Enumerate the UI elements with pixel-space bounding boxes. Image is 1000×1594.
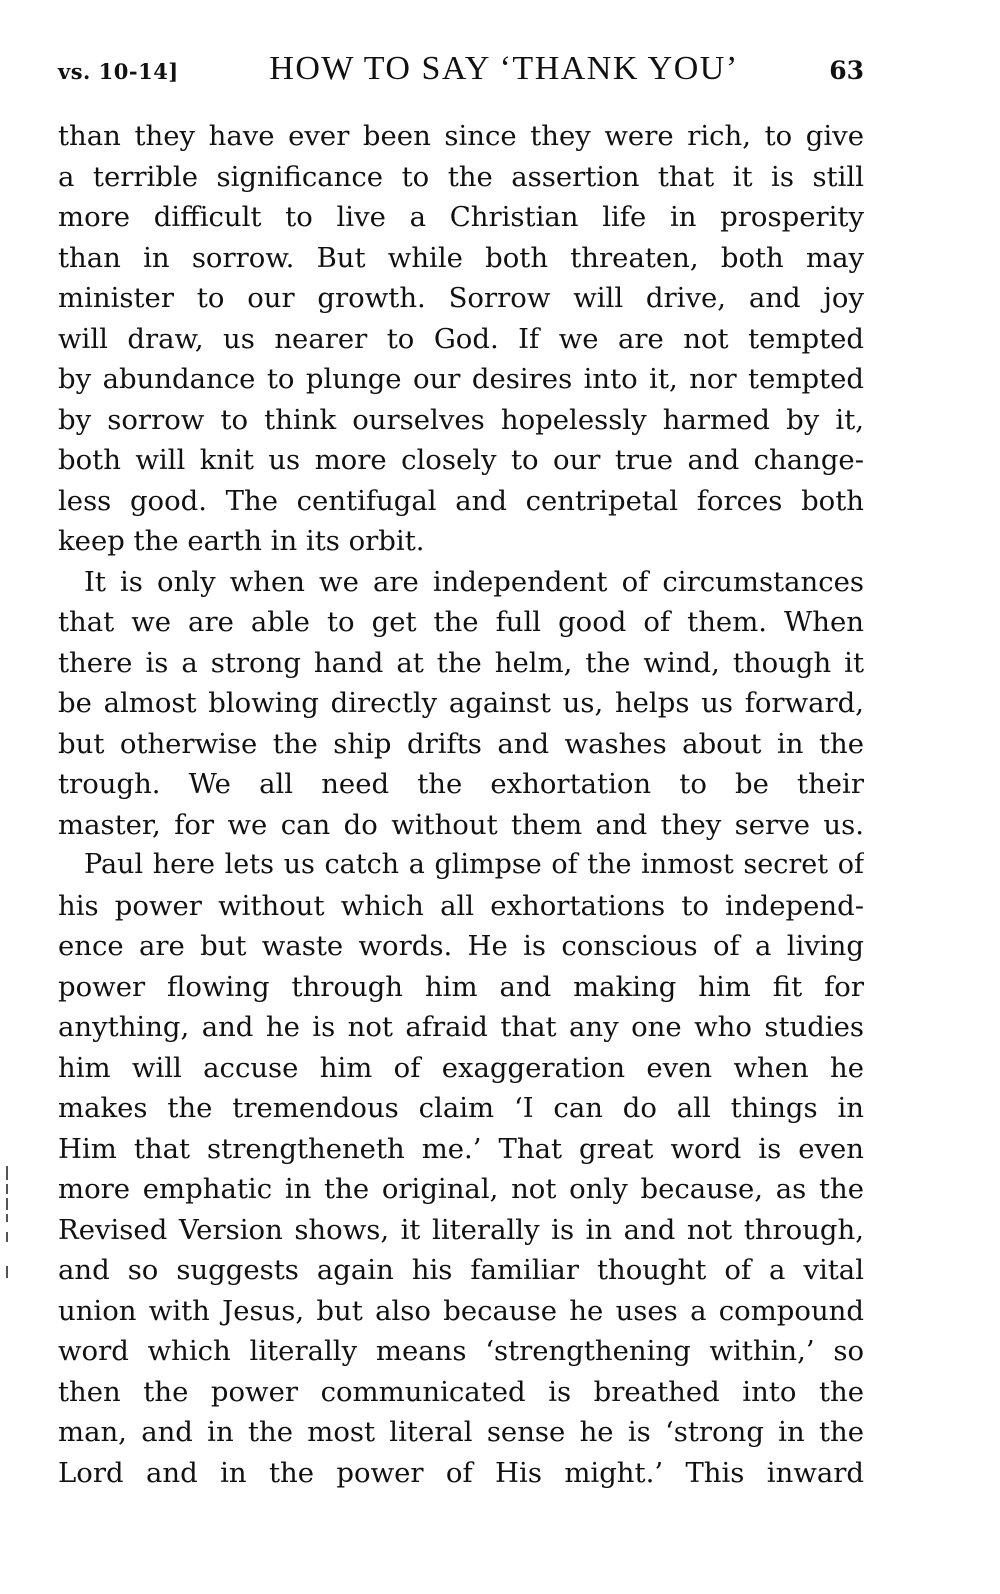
text-line: Paul here lets us catch a glimpse of the inmost secret of [84,849,864,880]
text-line: keep the earth in its orbit. [58,525,425,557]
text-line: union with Jesus, but also because he uses a compound [58,1294,864,1327]
text-line: there is a strong hand at the helm, the wind, though it [58,646,864,679]
text-line: power flowing through him and making him fit for [58,970,864,1003]
verse-reference: vs. 10-14] [58,59,179,84]
text-line: both will knit us more closely to our true and change- [58,444,864,476]
text-line: Lord and in the power of His might.’ This inward [58,1456,864,1489]
text-line: but otherwise the ship drifts and washes about in the [58,727,864,760]
text-line: master, for we can do without them and they serve us. [58,808,864,841]
text-line: than in sorrow. But while both threaten, both may [58,241,864,274]
paragraph-3 [58,845,864,1493]
text-line: It is only when we are independent of circumstances [84,565,864,598]
text-line: him will accuse him of exaggeration even when he [58,1051,864,1084]
text-line: anything, and he is not afraid that any one who studies [58,1011,864,1043]
text-line: then the power communicated is breathed into the [58,1375,864,1408]
text-line: his power without which all exhortations to independ- [58,889,864,922]
text-line: trough. We all need the exhortation to be their [58,768,864,800]
page-number: 63 [829,56,864,85]
text-line: ence are but waste words. He is conscious of a living [58,930,864,962]
text-line: word which literally means ‘strengthening within,’ so [58,1335,864,1367]
text-line: by abundance to plunge our desires into it, nor tempted [58,363,864,395]
margin-pencil-marks [6,1166,10,1281]
text-line: Revised Version shows, it literally is in and not through, [58,1213,864,1246]
text-line: Him that strengtheneth me.’ That great word is even [58,1132,864,1165]
text-line: that we are able to get the full good of them. When [58,606,864,638]
text-line: minister to our growth. Sorrow will drive, and joy [58,282,864,314]
text-line: less good. The centifugal and centripetal forces both [58,484,864,517]
text-line: more difficult to live a Christian life in prosperity [58,201,864,233]
text-line: than they have ever been since they were rich, to give [58,120,864,152]
body-text [58,116,864,1493]
paragraph-2 [58,562,864,846]
text-line: more emphatic in the original, not only because, as the [58,1173,864,1205]
book-page [58,50,864,1493]
text-line: will draw, us nearer to God. If we are not tempted [58,322,864,355]
text-line: be almost blowing directly against us, helps us forward, [58,687,864,719]
text-line: makes the tremendous claim ‘I can do all things in [58,1092,864,1124]
text-line: a terrible significance to the assertion that it is still [58,160,864,193]
running-header [58,50,864,110]
text-line: man, and in the most literal sense he is ‘strong in the [58,1416,864,1448]
paragraph-1 [58,116,864,562]
text-line: and so suggests again his familiar thought of a vital [58,1254,864,1286]
text-line: by sorrow to think ourselves hopelessly harmed by it, [58,403,864,436]
running-title: HOW TO SAY ‘THANK YOU’ [269,50,739,87]
